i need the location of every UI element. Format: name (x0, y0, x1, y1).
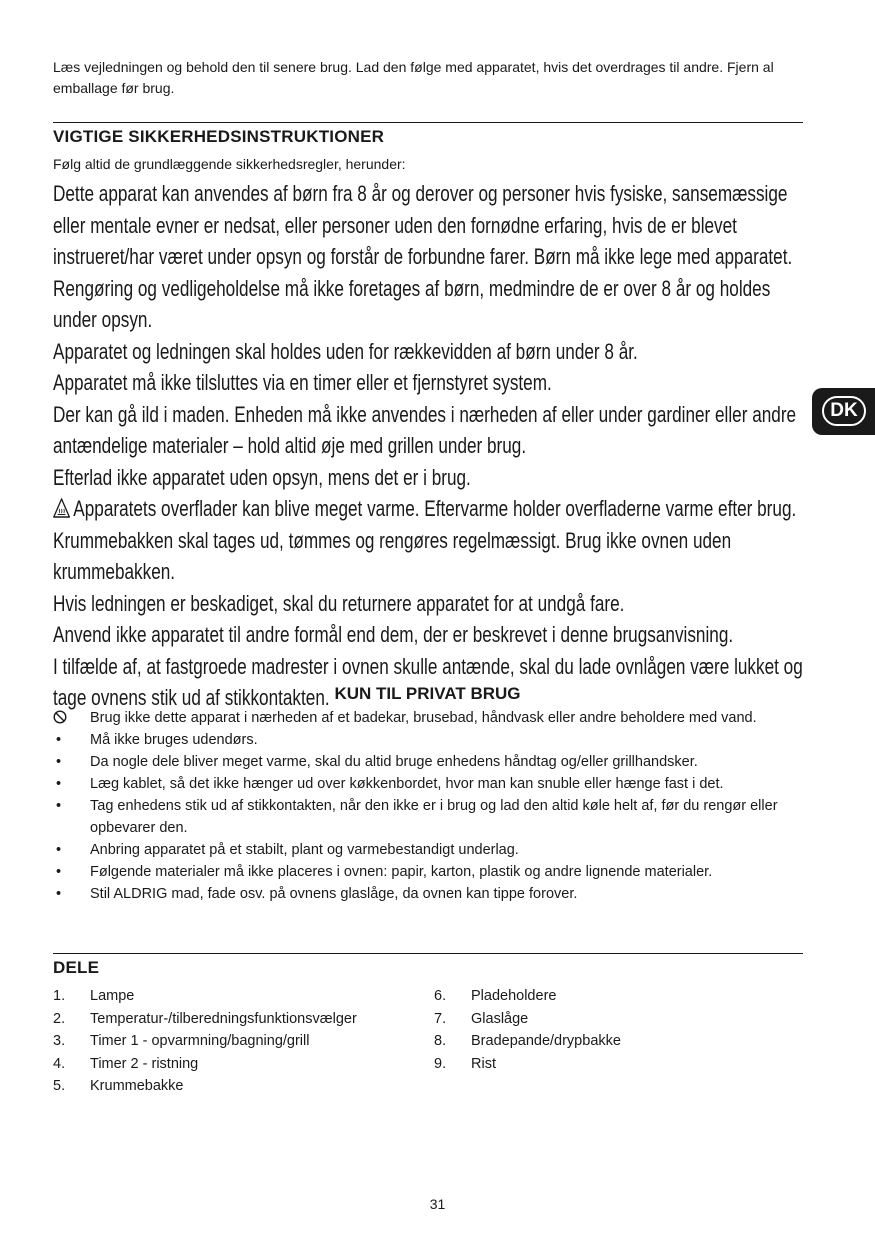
bullet: • (56, 798, 62, 814)
list-item-text: Stil ALDRIG mad, fade osv. på ovnens glaslåge, da ovnen kan tippe forover. (90, 886, 578, 902)
bullet: • (56, 776, 62, 792)
parts-item (434, 985, 621, 1008)
parts-item-number: 3. (53, 1033, 66, 1049)
list-item-text: Brug ikke dette apparat i nærheden af et badekar, brusebad, håndvask eller andre beholdere med vand. (90, 710, 757, 726)
safety-paragraph: Efterlad ikke apparatet uden opsyn, mens det er i brug. (53, 464, 471, 490)
language-tab (812, 388, 875, 435)
list-item (53, 795, 793, 839)
safety-instructions (53, 178, 814, 714)
parts-list-right (434, 985, 621, 1075)
list-item (53, 883, 793, 905)
parts-item-label: Timer 2 - ristning (90, 1055, 199, 1072)
section-rule-safety (53, 122, 803, 123)
safety-paragraph: Der kan gå ild i maden. Enheden må ikke anvendes i nærheden af eller under gardiner eller andre antændelige materialer – hold altid øje med grillen under brug. (53, 401, 797, 458)
parts-item-label: Glaslåge (471, 1010, 529, 1027)
parts-heading: DELE (53, 958, 100, 977)
safety-paragraph: Anvend ikke apparatet til andre formål end dem, der er beskrevet i denne brugsanvisning. (53, 622, 734, 647)
list-item (53, 773, 793, 795)
parts-item (53, 1075, 357, 1098)
private-use-heading: KUN TIL PRIVAT BRUG (334, 684, 521, 703)
private-use-list (53, 707, 793, 905)
safety-paragraph: Apparatet og ledningen skal holdes uden for rækkevidden af børn under 8 år. (53, 338, 638, 364)
safety-paragraph: Hvis ledningen er beskadiget, skal du returnere apparatet for at undgå fare. (53, 590, 625, 616)
bullet: • (56, 732, 62, 748)
parts-item-label: Lampe (90, 988, 135, 1004)
hot-surface-warning-icon (53, 498, 70, 518)
list-item (53, 751, 793, 773)
list-item-text: Følgende materialer må ikke placeres i ovnen: papir, karton, plastik og andre lignende materialer. (90, 864, 713, 880)
safety-paragraph: I tilfælde af, at fastgroede madrester i ovnen skulle antænde, skal du lade ovnlågen være lukket og tage ovnens stik ud af stikkontakten. (53, 653, 803, 710)
parts-item-number: 6. (434, 988, 447, 1004)
safety-paragraph-hot-surface (53, 493, 814, 525)
parts-item (53, 1008, 357, 1031)
list-item-text: Læg kablet, så det ikke hænger ud over køkkenbordet, hvor man kan snuble eller hænge fast i det. (90, 776, 724, 792)
bullet: • (56, 842, 62, 858)
parts-item-label: Krummebakke (90, 1078, 184, 1094)
parts-item-number: 9. (434, 1055, 447, 1072)
list-item (53, 861, 793, 883)
list-item-text: Må ikke bruges udendørs. (90, 732, 258, 748)
parts-item-label: Temperatur-/tilberedningsfunktionsvælger (90, 1010, 357, 1027)
list-item-text: Da nogle dele bliver meget varme, skal du altid bruge enhedens håndtag og/eller grillhandsker. (90, 754, 698, 770)
parts-item (434, 1008, 621, 1031)
parts-item-label: Pladeholdere (471, 988, 557, 1004)
language-tab-label: DK (822, 396, 866, 426)
parts-item (434, 1053, 621, 1076)
safety-paragraph: Dette apparat kan anvendes af børn fra 8 år og derover og personer hvis fysiske, sansemæssige eller mentale evner er nedsat, eller personer uden den fornødne erfaring, hvis de er blevet instrueret/har været under opsyn og forstår de forbundne farer. Børn må ikke lege med apparatet. Rengøring og vedligeholdelse må ikke foretages af børn, medmindre de er over 8 år og holdes under opsyn. (53, 181, 793, 332)
parts-item-number: 4. (53, 1055, 66, 1072)
parts-item-number: 7. (434, 1010, 447, 1027)
safety-paragraph: Apparatet må ikke tilsluttes via en timer eller et fjernstyret system. (53, 370, 552, 395)
parts-item (53, 1053, 357, 1076)
parts-list-left (53, 985, 357, 1098)
hot-surface-text: Apparatets overflader kan blive meget varme. Eftervarme holder overfladerne varme efter brug. (73, 496, 797, 521)
parts-item-label: Bradepande/drypbakke (471, 1033, 621, 1049)
list-item (53, 839, 793, 861)
list-item (53, 729, 793, 751)
page-number: 31 (429, 1196, 446, 1212)
safety-heading: VIGTIGE SIKKERHEDSINSTRUKTIONER (53, 127, 385, 146)
section-rule-parts (53, 953, 803, 954)
parts-item-number: 1. (53, 988, 66, 1004)
list-item (53, 707, 793, 729)
parts-item-number: 8. (434, 1033, 447, 1049)
bullet: • (56, 886, 62, 902)
parts-item-number: 5. (53, 1078, 66, 1094)
list-item-text: Tag enhedens stik ud af stikkontakten, når den ikke er i brug og lad den altid køle helt af, før du rengør eller opbevarer den. (90, 798, 778, 836)
safety-subheading: Følg altid de grundlæggende sikkerhedsregler, herunder: (53, 156, 406, 172)
parts-item (53, 985, 357, 1008)
parts-item (434, 1030, 621, 1053)
no-entry-icon (53, 707, 73, 731)
intro-text: Læs vejledningen og behold den til senere brug. Lad den følge med apparatet, hvis det overdrages til andre. Fjern al emballage før brug. (53, 59, 774, 96)
parts-item (53, 1030, 357, 1053)
bullet: • (56, 864, 62, 880)
bullet: • (56, 754, 62, 770)
parts-item-label: Timer 1 - opvarmning/bagning/grill (90, 1033, 310, 1049)
parts-item-label: Rist (471, 1055, 496, 1072)
safety-paragraph: Krummebakken skal tages ud, tømmes og rengøres regelmæssigt. Brug ikke ovnen uden krummebakken. (53, 527, 732, 584)
list-item-text: Anbring apparatet på et stabilt, plant og varmebestandigt underlag. (90, 842, 519, 858)
parts-item-number: 2. (53, 1010, 66, 1027)
